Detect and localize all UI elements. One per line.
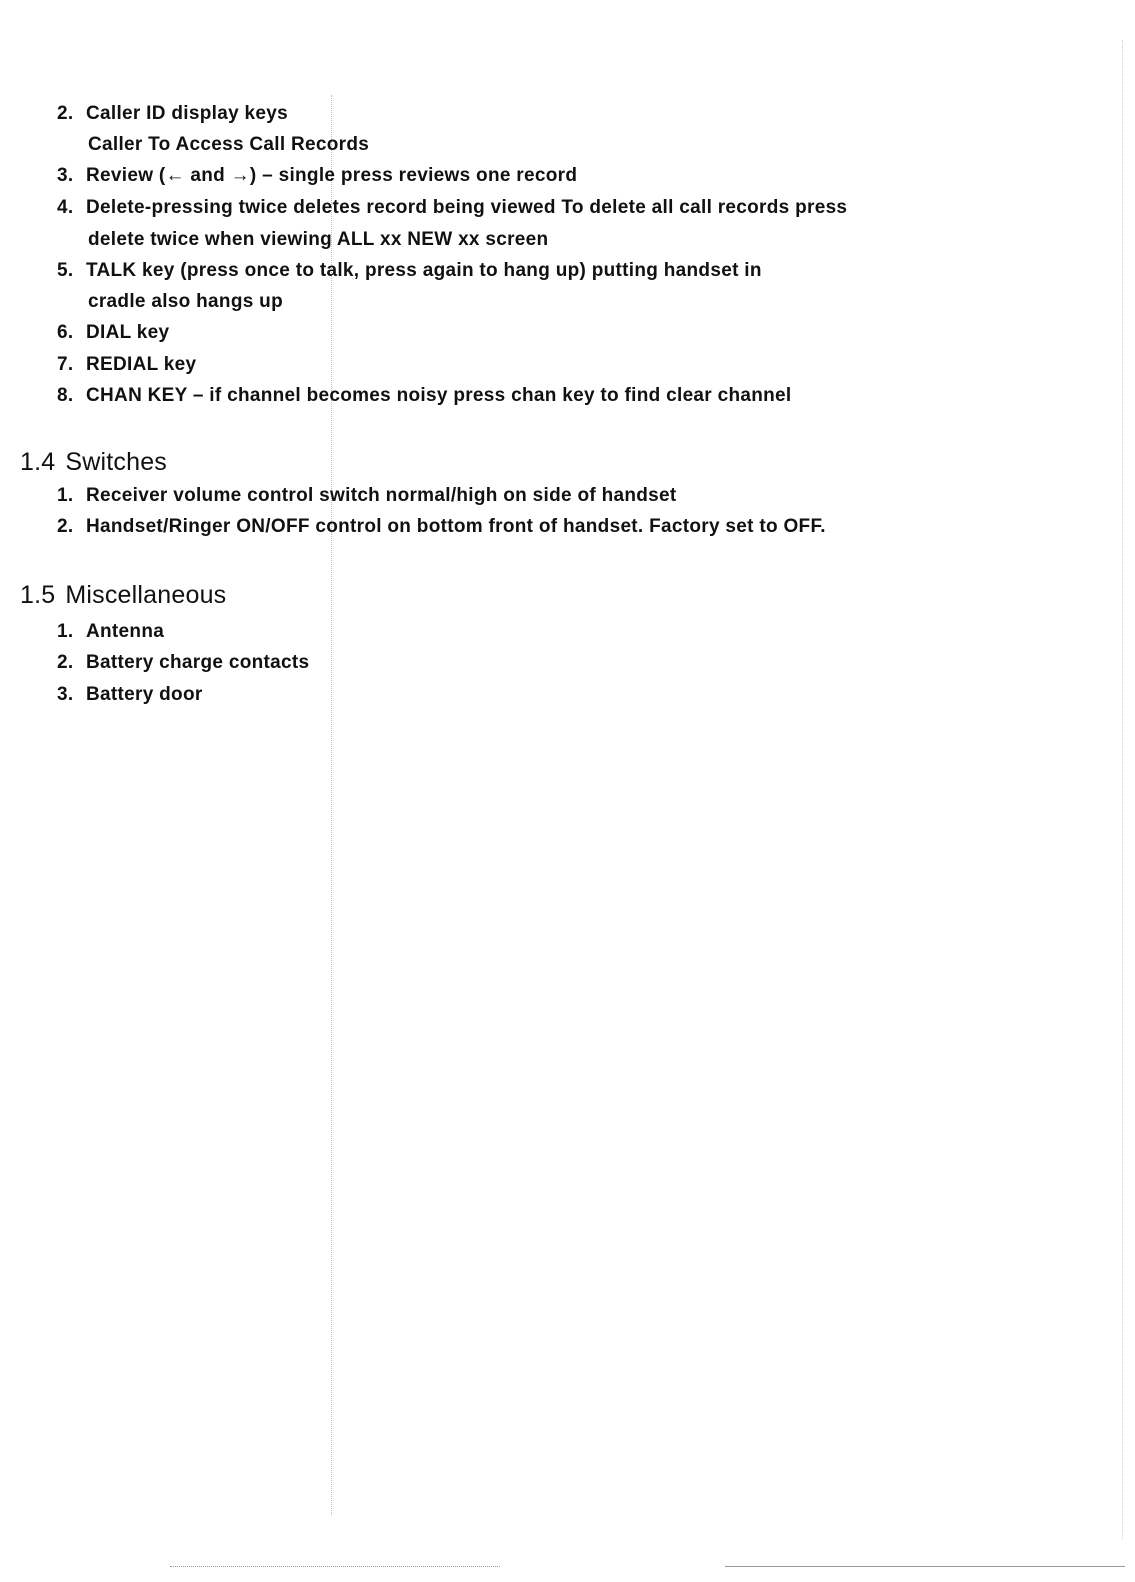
- scan-artifact-vertical-line: [331, 95, 332, 1515]
- section-heading-miscellaneous: 1.5 Miscellaneous: [20, 581, 227, 609]
- list-item-caller-id-keys-continued: Caller To Access Call Records: [88, 134, 370, 155]
- list-item-caller-id-keys: 2. Caller ID display keys: [57, 103, 288, 124]
- list-item-chan-key: 8. CHAN KEY – if channel becomes noisy press chan key to find clear channel: [57, 385, 792, 406]
- list-item-redial-key: 7. REDIAL key: [57, 354, 197, 375]
- scan-artifact-bottom-line-right: [725, 1566, 1125, 1567]
- scan-artifact-bottom-line-left: [170, 1566, 500, 1567]
- list-item-battery-door: 3. Battery door: [57, 684, 203, 705]
- list-item-dial-key: 6. DIAL key: [57, 322, 170, 343]
- list-item-battery-contacts: 2. Battery charge contacts: [57, 652, 310, 673]
- list-item-talk-key: 5. TALK key (press once to talk, press again to hang up) putting handset in: [57, 260, 762, 281]
- list-item-talk-key-continued: cradle also hangs up: [88, 291, 283, 312]
- list-item-antenna: 1. Antenna: [57, 621, 165, 642]
- section-heading-switches: 1.4 Switches: [20, 448, 167, 476]
- list-item-delete-continued: delete twice when viewing ALL xx NEW xx screen: [88, 229, 549, 250]
- list-item-ringer-switch: 2. Handset/Ringer ON/OFF control on bottom front of handset. Factory set to OFF.: [57, 516, 826, 537]
- scan-artifact-right-edge: [1122, 40, 1123, 1540]
- list-item-receiver-volume: 1. Receiver volume control switch normal/high on side of handset: [57, 485, 677, 506]
- list-item-review: 3. Review (← and →) – single press reviews one record: [57, 165, 578, 186]
- list-item-delete: 4. Delete-pressing twice deletes record being viewed To delete all call records press: [57, 197, 848, 218]
